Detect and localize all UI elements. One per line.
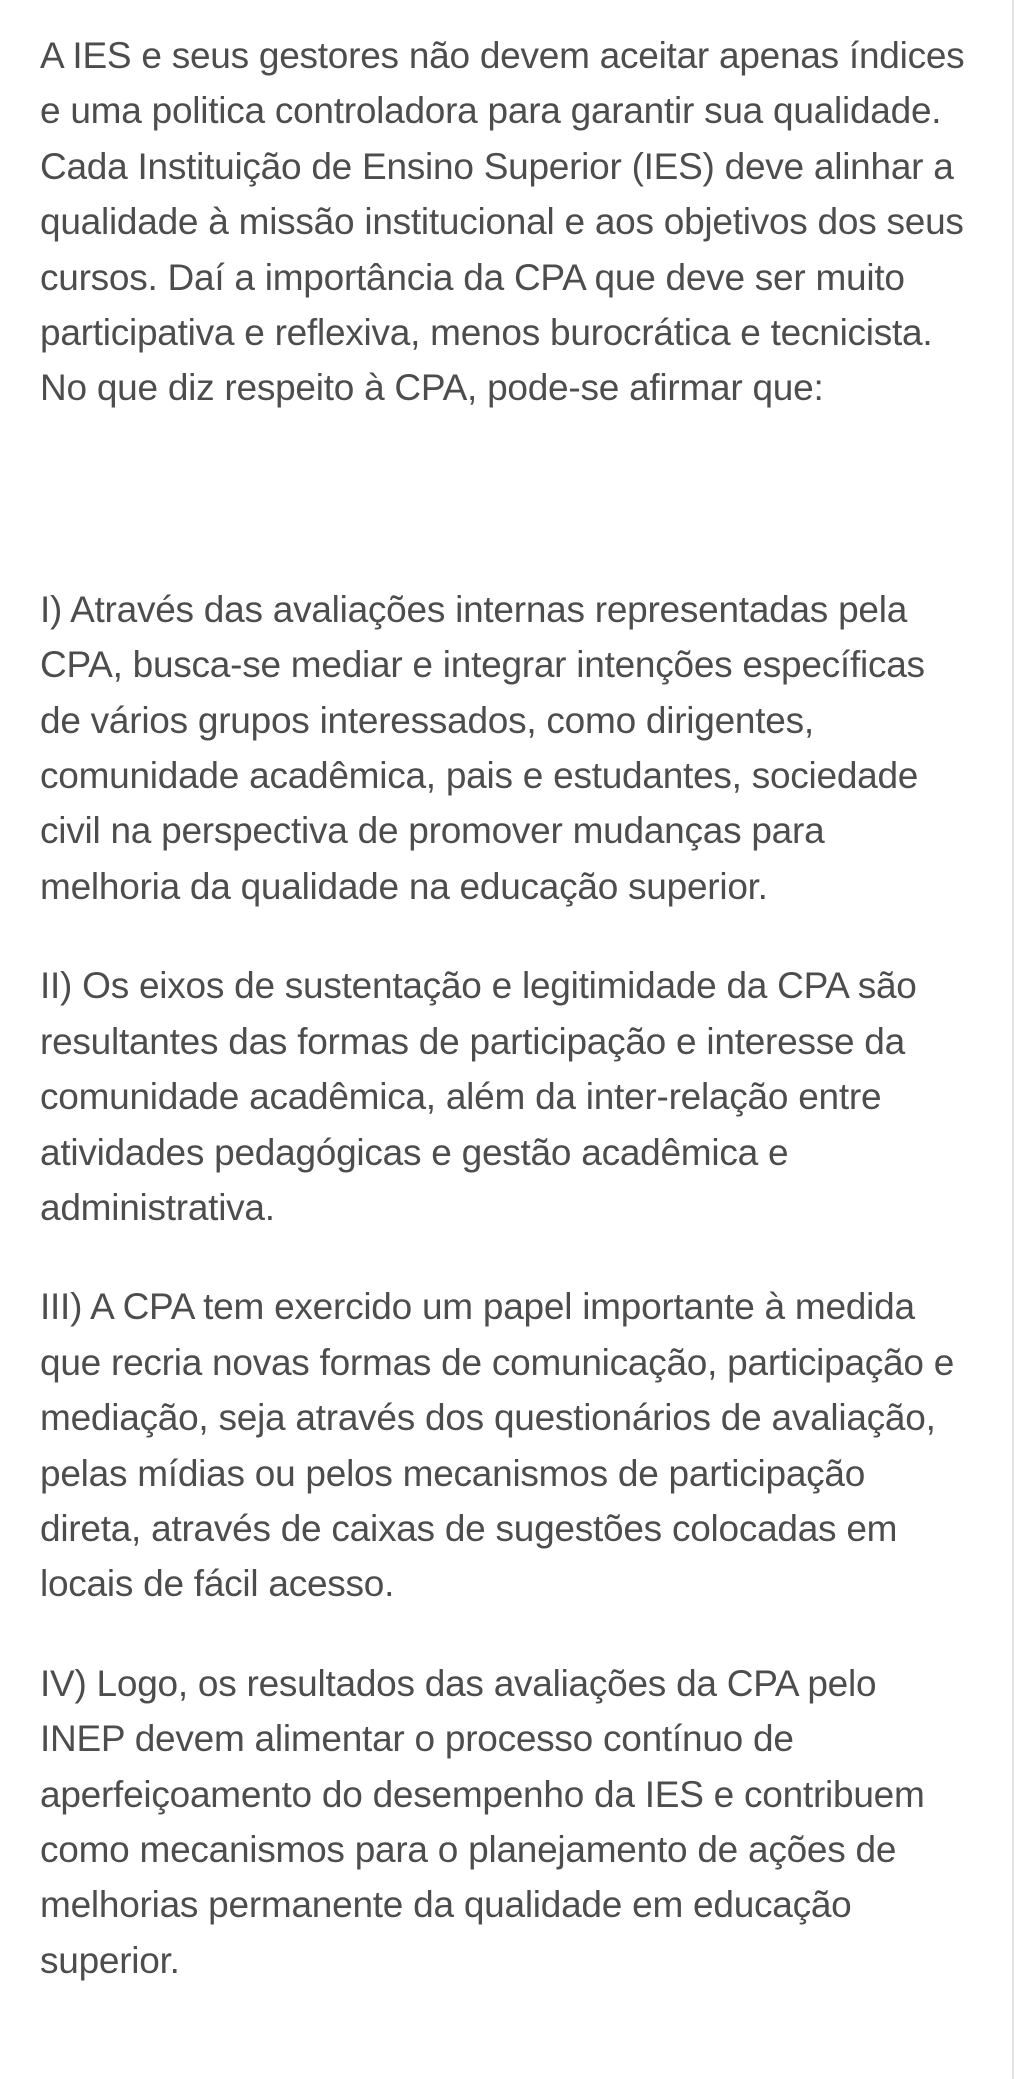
statement-iv: IV) Logo, os resultados das avaliações da CPA pelo INEP devem alimentar o processo contínuo de aperfeiçoamento do desempenho da IES e contribuem como mecanismos para o planejamento de ações de melhorias permanente da qualidade em educação superior.	[40, 1662, 925, 1981]
question-content	[40, 28, 970, 1988]
statement-i: I) Através das avaliações internas representadas pela CPA, busca-se mediar e integrar intenções específicas de vários grupos interessados, como dirigentes, comunidade acadêmica, pais e estudantes, sociedade civil na perspectiva de promover mudanças para melhoria da qualidade na educação superior.	[40, 588, 925, 907]
question-intro: A IES e seus gestores não devem aceitar apenas índices e uma politica controladora para garantir sua qualidade. Cada Instituição de Ensino Superior (IES) deve alinhar a qualidade à missão institucional e aos objetivos dos seus cursos. Daí a importância da CPA que deve ser muito participativa e reflexiva, menos burocrática e tecnicista. No que diz respeito à CPA, pode-se afirmar que:	[40, 35, 965, 409]
statement-ii: II) Os eixos de sustentação e legitimidade da CPA são resultantes das formas de participação e interesse da comunidade acadêmica, além da inter-relação entre atividades pedagógicas e gestão acadêmica e administrativa.	[40, 965, 917, 1228]
statement-iii: III) A CPA tem exercido um papel importante à medida que recria novas formas de comunicação, participação e mediação, seja através dos questionários de avaliação, pelas mídias ou pelos mecanismos de participação direta, através de caixas de sugestões colocadas em locais de fácil acesso.	[40, 1286, 955, 1605]
